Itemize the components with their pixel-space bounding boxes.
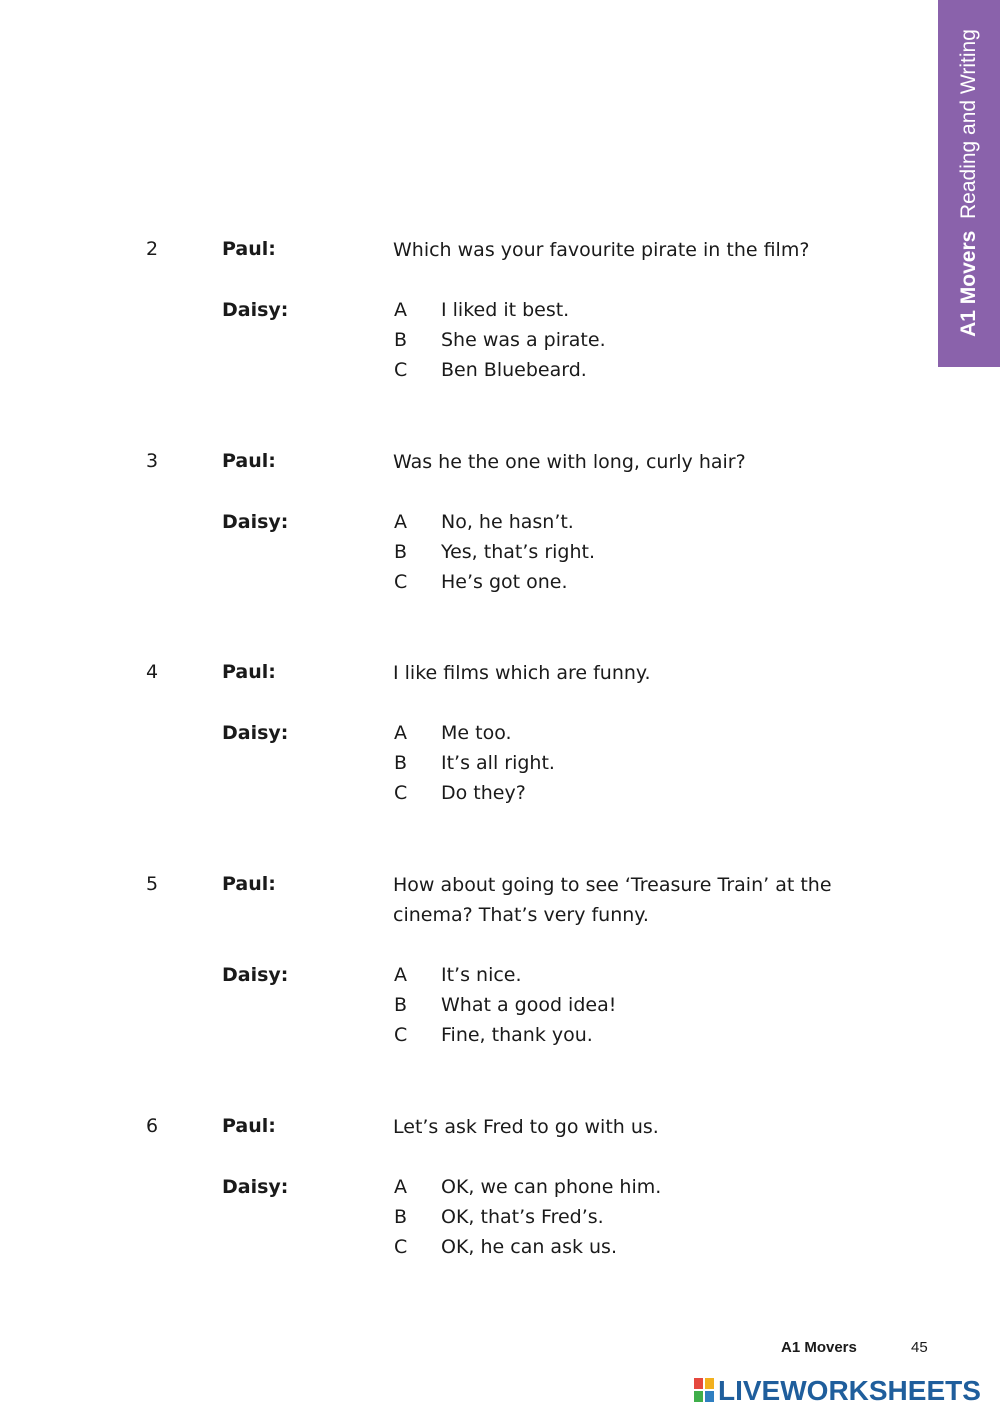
question-prompt: [393, 870, 853, 930]
prompt-line: Was he the one with long, curly hair?: [393, 451, 746, 473]
side-tab-level: A1 Movers: [957, 230, 980, 337]
prompt-line: How about going to see ‘Treasure Train’ at the: [393, 874, 832, 896]
side-tab-label: [957, 29, 981, 337]
question-prompt: [393, 1112, 853, 1142]
question-prompt: [393, 658, 853, 688]
option-letter: B: [394, 994, 408, 1016]
footer-title: A1 Movers: [781, 1339, 857, 1356]
option-text[interactable]: Yes, that’s right.: [441, 541, 595, 563]
prompt-line: I like films which are funny.: [393, 662, 651, 684]
option-letter: A: [394, 722, 407, 744]
option-text[interactable]: OK, that’s Fred’s.: [441, 1206, 604, 1228]
option-letter: A: [394, 1176, 407, 1198]
prompt-line: cinema? That’s very funny.: [393, 904, 649, 926]
option-letter: C: [394, 1024, 408, 1046]
speaker-paul: Paul:: [222, 661, 276, 683]
speaker-daisy: Daisy:: [222, 964, 289, 986]
question-number: 4: [146, 661, 159, 683]
liveworksheets-icon: [694, 1378, 714, 1402]
question-number: 2: [146, 238, 159, 260]
option-letter: C: [394, 359, 408, 381]
liveworksheets-logo[interactable]: [694, 1376, 994, 1406]
option-text[interactable]: What a good idea!: [441, 994, 617, 1016]
option-text[interactable]: It’s all right.: [441, 752, 555, 774]
speaker-paul: Paul:: [222, 238, 276, 260]
option-letter: B: [394, 541, 408, 563]
option-text[interactable]: She was a pirate.: [441, 329, 606, 351]
question-number: 6: [146, 1115, 159, 1137]
side-tab: [938, 0, 1000, 367]
option-letter: B: [394, 752, 408, 774]
option-letter: C: [394, 782, 408, 804]
side-tab-section: Reading and Writing: [957, 29, 980, 220]
page-number: 45: [911, 1339, 928, 1356]
option-letter: B: [394, 329, 408, 351]
speaker-daisy: Daisy:: [222, 722, 289, 744]
option-text[interactable]: Do they?: [441, 782, 526, 804]
option-text[interactable]: I liked it best.: [441, 299, 570, 321]
option-text[interactable]: OK, we can phone him.: [441, 1176, 662, 1198]
option-text[interactable]: Me too.: [441, 722, 512, 744]
speaker-paul: Paul:: [222, 873, 276, 895]
option-letter: A: [394, 299, 407, 321]
speaker-daisy: Daisy:: [222, 299, 289, 321]
option-text[interactable]: Ben Bluebeard.: [441, 359, 587, 381]
prompt-line: Let’s ask Fred to go with us.: [393, 1116, 659, 1138]
question-number: 5: [146, 873, 159, 895]
option-text[interactable]: Fine, thank you.: [441, 1024, 593, 1046]
speaker-paul: Paul:: [222, 450, 276, 472]
liveworksheets-wordmark: LIVEWORKSHEETS: [718, 1375, 981, 1406]
question-prompt: [393, 235, 853, 265]
option-text[interactable]: He’s got one.: [441, 571, 568, 593]
question-prompt: [393, 447, 853, 477]
option-letter: A: [394, 964, 407, 986]
speaker-daisy: Daisy:: [222, 511, 289, 533]
option-letter: C: [394, 571, 408, 593]
speaker-paul: Paul:: [222, 1115, 276, 1137]
option-text[interactable]: No, he hasn’t.: [441, 511, 574, 533]
option-letter: A: [394, 511, 407, 533]
option-letter: C: [394, 1236, 408, 1258]
question-number: 3: [146, 450, 159, 472]
prompt-line: Which was your favourite pirate in the film?: [393, 239, 810, 261]
option-text[interactable]: It’s nice.: [441, 964, 522, 986]
option-text[interactable]: OK, he can ask us.: [441, 1236, 618, 1258]
option-letter: B: [394, 1206, 408, 1228]
speaker-daisy: Daisy:: [222, 1176, 289, 1198]
